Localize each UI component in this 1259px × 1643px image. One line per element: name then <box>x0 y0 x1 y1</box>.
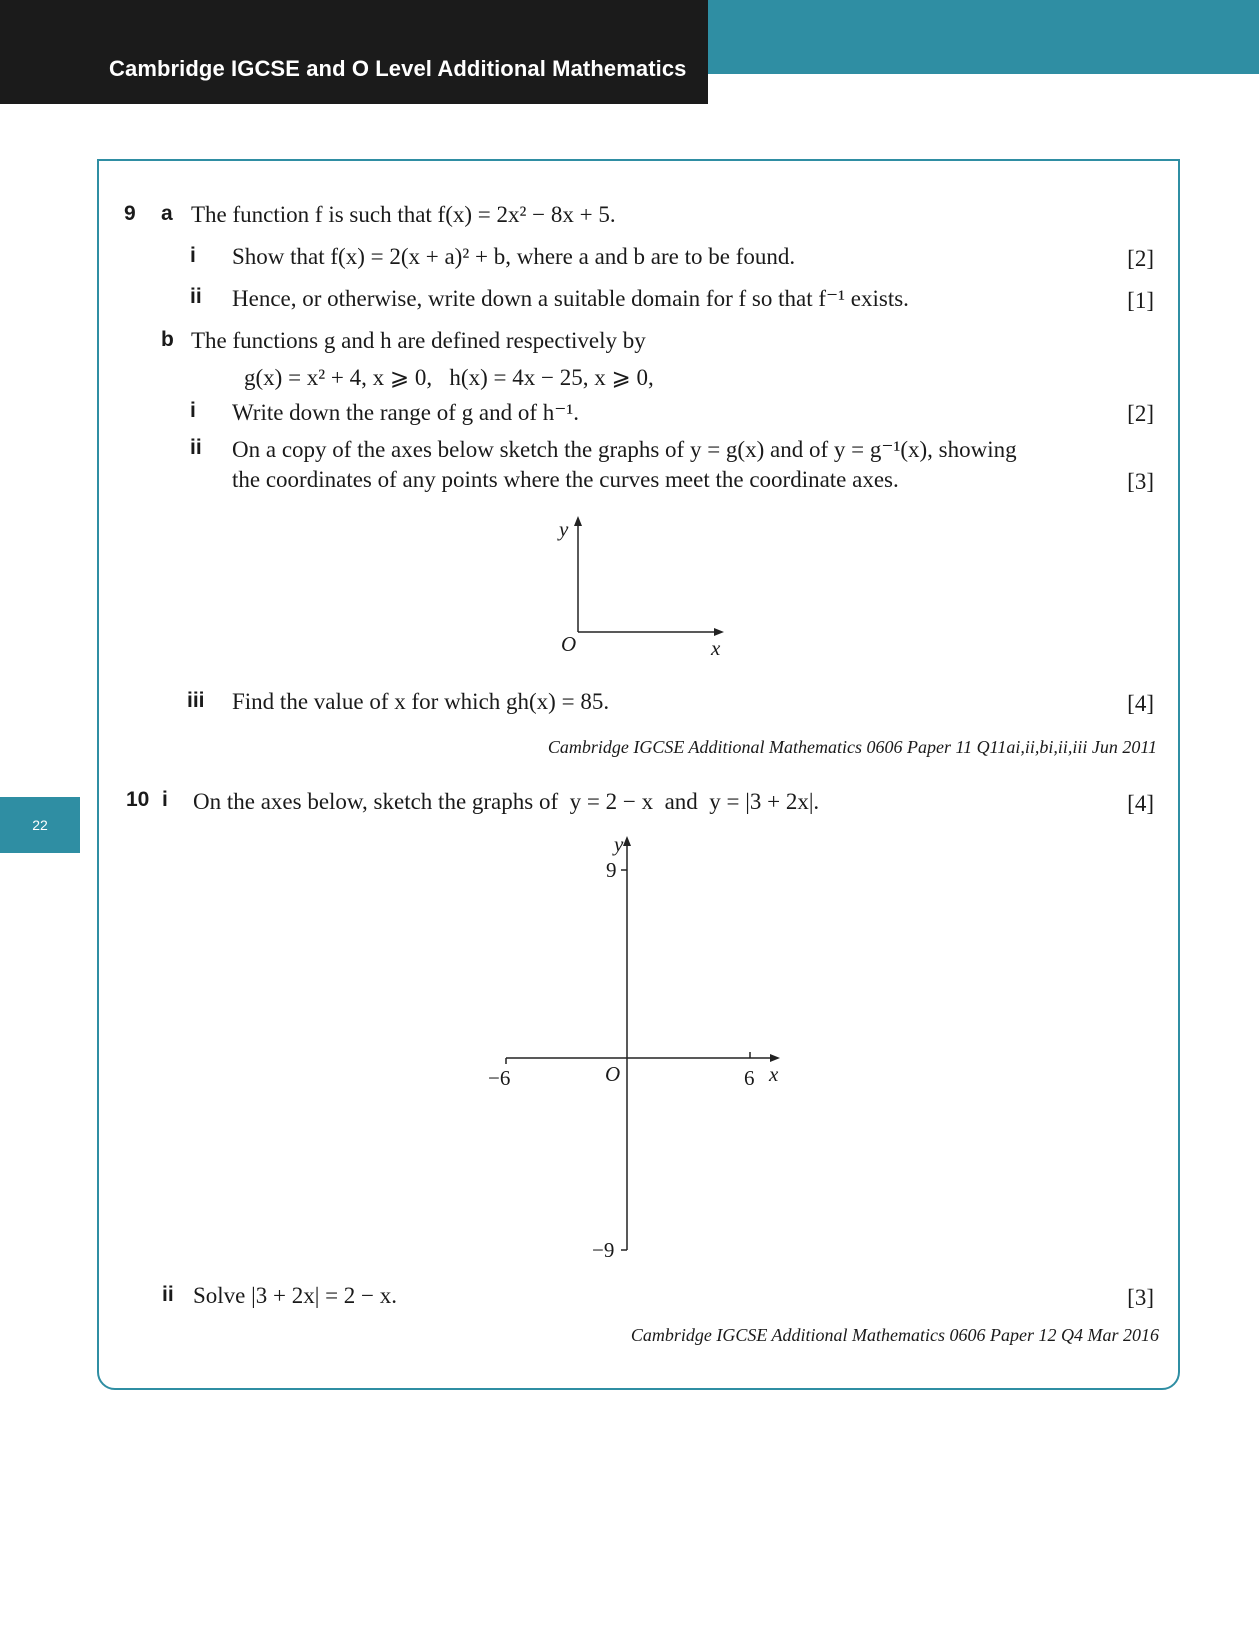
subpart-label: ii <box>190 285 202 308</box>
x-max-tick-label: 6 <box>744 1066 755 1090</box>
marks: [3] <box>1127 469 1154 494</box>
marks: [3] <box>1127 1285 1154 1310</box>
question-number: 10 <box>126 788 150 811</box>
subpart-label: i <box>162 788 168 811</box>
y-axis-arrow-icon <box>623 836 631 846</box>
marks: [2] <box>1127 401 1154 426</box>
question-text: The functions g and h are defined respectively by <box>191 328 646 353</box>
question-text: Find the value of x for which gh(x) = 85. <box>232 689 610 714</box>
page-number: 22 <box>32 817 48 833</box>
subpart-label: i <box>190 244 196 267</box>
y-axis-label: y <box>559 517 569 541</box>
part-label: a <box>161 202 173 225</box>
source-citation: Cambridge IGCSE Additional Mathematics 0606 Paper 11 Q11ai,ii,bi,ii,iii Jun 2011 <box>547 737 1157 757</box>
book-title: Cambridge IGCSE and O Level Additional Mathematics <box>109 56 687 81</box>
part-label: b <box>161 328 174 351</box>
question-text: Solve |3 + 2x| = 2 − x. <box>193 1283 398 1308</box>
x-axis-label: x <box>769 1062 779 1086</box>
subpart-label: i <box>190 399 196 422</box>
marks: [2] <box>1127 246 1154 271</box>
question-text: the coordinates of any points where the curves meet the coordinate axes. <box>232 467 899 492</box>
subpart-label: ii <box>162 1283 174 1306</box>
question-text: On the axes below, sketch the graphs of y = 2 − x and y = |3 + 2x|. <box>193 789 820 814</box>
question-text: The function f is such that f(x) = 2x² − 8x + 5. <box>191 202 616 227</box>
subpart-label: ii <box>190 436 202 459</box>
question-text: Hence, or otherwise, write down a suitable domain for f so that f⁻¹ exists. <box>232 286 909 311</box>
marks: [4] <box>1127 691 1154 716</box>
x-axis-arrow-icon <box>770 1054 780 1062</box>
y-max-tick-label: 9 <box>606 858 617 882</box>
marks: [4] <box>1127 791 1154 816</box>
subpart-label: iii <box>187 689 205 712</box>
x-min-tick-label: −6 <box>488 1066 511 1090</box>
question-text: On a copy of the axes below sketch the graphs of y = g(x) and of y = g⁻¹(x), showing <box>232 437 1017 462</box>
x-axis-label: x <box>711 636 721 660</box>
origin-label: O <box>605 1062 621 1086</box>
function-definitions: g(x) = x² + 4, x ⩾ 0, h(x) = 4x − 25, x ⩾ 0, <box>244 365 654 390</box>
y-axis-label: y <box>614 832 624 856</box>
source-citation: Cambridge IGCSE Additional Mathematics 0606 Paper 12 Q4 Mar 2016 <box>630 1325 1159 1345</box>
origin-label: O <box>561 632 577 656</box>
marks: [1] <box>1127 288 1154 313</box>
question-text: Write down the range of g and of h⁻¹. <box>232 400 580 425</box>
question-text: Show that f(x) = 2(x + a)² + b, where a and b are to be found. <box>232 244 796 269</box>
y-min-tick-label: −9 <box>592 1238 615 1262</box>
question-number: 9 <box>124 202 136 225</box>
